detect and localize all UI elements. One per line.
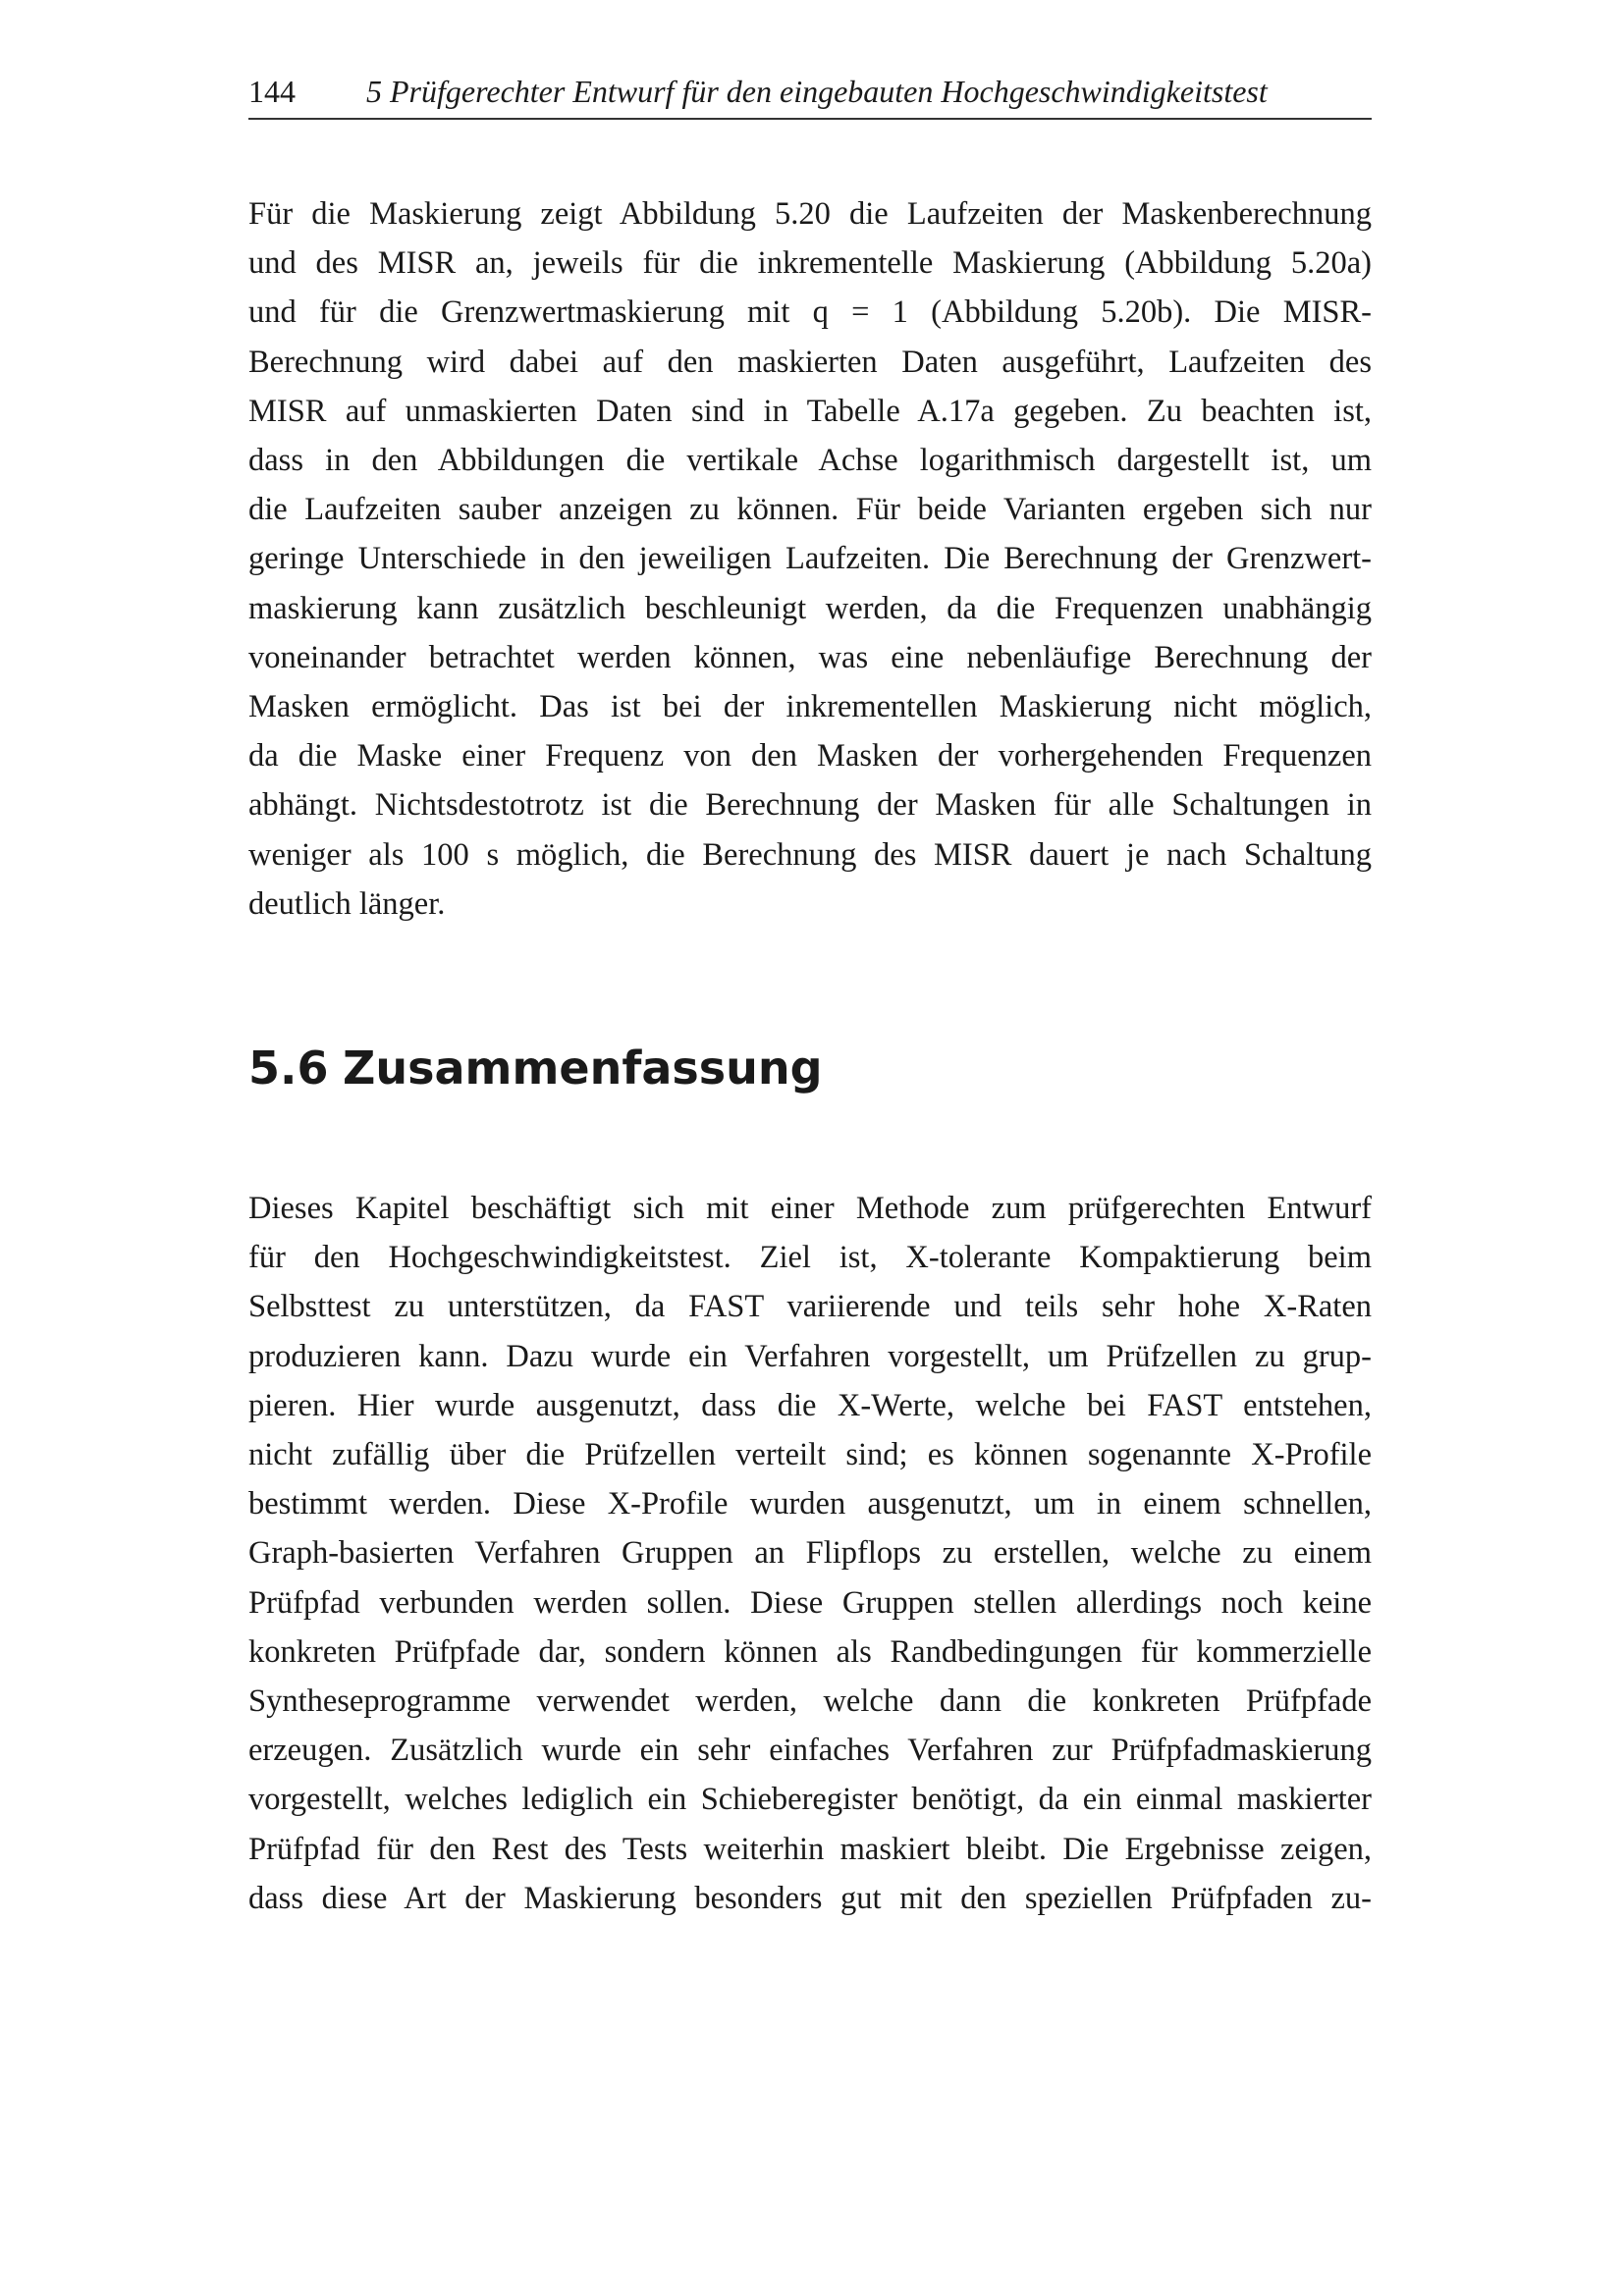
text-line: pieren. Hier wurde ausgenutzt, dass die X-Werte, welche bei FAST entstehen, bbox=[248, 1387, 1372, 1423]
text-line: und für die Grenzwertmaskierung mit q = 1 (Abbildung 5.20b). Die MISR- bbox=[248, 294, 1372, 331]
text-line: bestimmt werden. Diese X-Profile wurden ausgenutzt, um in einem schnellen, bbox=[248, 1486, 1372, 1522]
text-line: Prüfpfad für den Rest des Tests weiterhin maskiert bleibt. Die Ergebnisse zeigen, bbox=[248, 1831, 1372, 1867]
text-line: die Laufzeiten sauber anzeigen zu können. Für beide Varianten ergeben sich nur bbox=[248, 492, 1372, 528]
text-line: Graph-basierten Verfahren Gruppen an Flipflops zu erstellen, welche zu einem bbox=[248, 1535, 1372, 1572]
text-line: produzieren kann. Dazu wurde ein Verfahren vorgestellt, um Prüfzellen zu grup- bbox=[248, 1338, 1372, 1374]
text-line: geringe Unterschiede in den jeweiligen Laufzeiten. Die Berechnung der Grenzwert- bbox=[248, 541, 1372, 577]
text-line: da die Maske einer Frequenz von den Masken der vorhergehenden Frequenzen bbox=[248, 738, 1372, 774]
text-line: erzeugen. Zusätzlich wurde ein sehr einfaches Verfahren zur Prüfpfadmaskierung bbox=[248, 1733, 1372, 1769]
text-line: Masken ermöglicht. Das ist bei der inkrementellen Maskierung nicht möglich, bbox=[248, 689, 1372, 725]
section-heading bbox=[248, 1039, 1372, 1097]
text-line: abhängt. Nichtsdestotrotz ist die Berechnung der Masken für alle Schaltungen in bbox=[248, 787, 1372, 824]
text-line: und des MISR an, jeweils für die inkrementelle Maskierung (Abbildung 5.20a) bbox=[248, 245, 1372, 282]
text-line: Selbsttest zu unterstützen, da FAST variierende und teils sehr hohe X-Raten bbox=[248, 1289, 1372, 1325]
paragraph-runtime-discussion bbox=[248, 189, 1372, 929]
text-line: voneinander betrachtet werden können, was eine nebenläufige Berechnung der bbox=[248, 639, 1372, 675]
text-line: Prüfpfad verbunden werden sollen. Diese Gruppen stellen allerdings noch keine bbox=[248, 1584, 1372, 1621]
chapter-title: 5 Prüfgerechter Entwurf für den eingebauten Hochgeschwindigkeitstest bbox=[366, 74, 1268, 109]
page-number: 144 bbox=[248, 74, 296, 109]
text-line: Berechnung wird dabei auf den maskierten Daten ausgeführt, Laufzeiten des bbox=[248, 344, 1372, 380]
section-number: 5.6 bbox=[248, 1041, 329, 1095]
text-line: maskierung kann zusätzlich beschleunigt werden, da die Frequenzen unabhängig bbox=[248, 590, 1372, 626]
running-header bbox=[248, 71, 1372, 120]
text-line: für den Hochgeschwindigkeitstest. Ziel ist, X-tolerante Kompaktierung beim bbox=[248, 1240, 1372, 1276]
paragraph-summary bbox=[248, 1184, 1372, 1923]
text-line: Dieses Kapitel beschäftigt sich mit einer Methode zum prüfgerechten Entwurf bbox=[248, 1191, 1372, 1226]
text-line: dass in den Abbildungen die vertikale Achse logarithmisch dargestellt ist, um bbox=[248, 443, 1372, 479]
text-line: vorgestellt, welches lediglich ein Schieberegister benötigt, da ein einmal maskierter bbox=[248, 1782, 1372, 1818]
text-line: weniger als 100 s möglich, die Berechnung des MISR dauert je nach Schaltung bbox=[248, 836, 1372, 873]
text-line: nicht zufällig über die Prüfzellen verteilt sind; es können sogenannte X-Profile bbox=[248, 1437, 1372, 1473]
section-title: Zusammenfassung bbox=[343, 1041, 823, 1095]
text-line: Syntheseprogramme verwendet werden, welche dann die konkreten Prüfpfade bbox=[248, 1683, 1372, 1720]
text-line: deutlich länger. bbox=[248, 885, 446, 922]
text-line: konkreten Prüfpfade dar, sondern können als Randbedingungen für kommerzielle bbox=[248, 1633, 1372, 1670]
text-line: dass diese Art der Maskierung besonders gut mit den speziellen Prüfpfaden zu- bbox=[248, 1880, 1372, 1916]
text-line: MISR auf unmaskierten Daten sind in Tabelle A.17a gegeben. Zu beachten ist, bbox=[248, 393, 1372, 429]
text-line: Für die Maskierung zeigt Abbildung 5.20 die Laufzeiten der Maskenberechnung bbox=[248, 196, 1372, 232]
